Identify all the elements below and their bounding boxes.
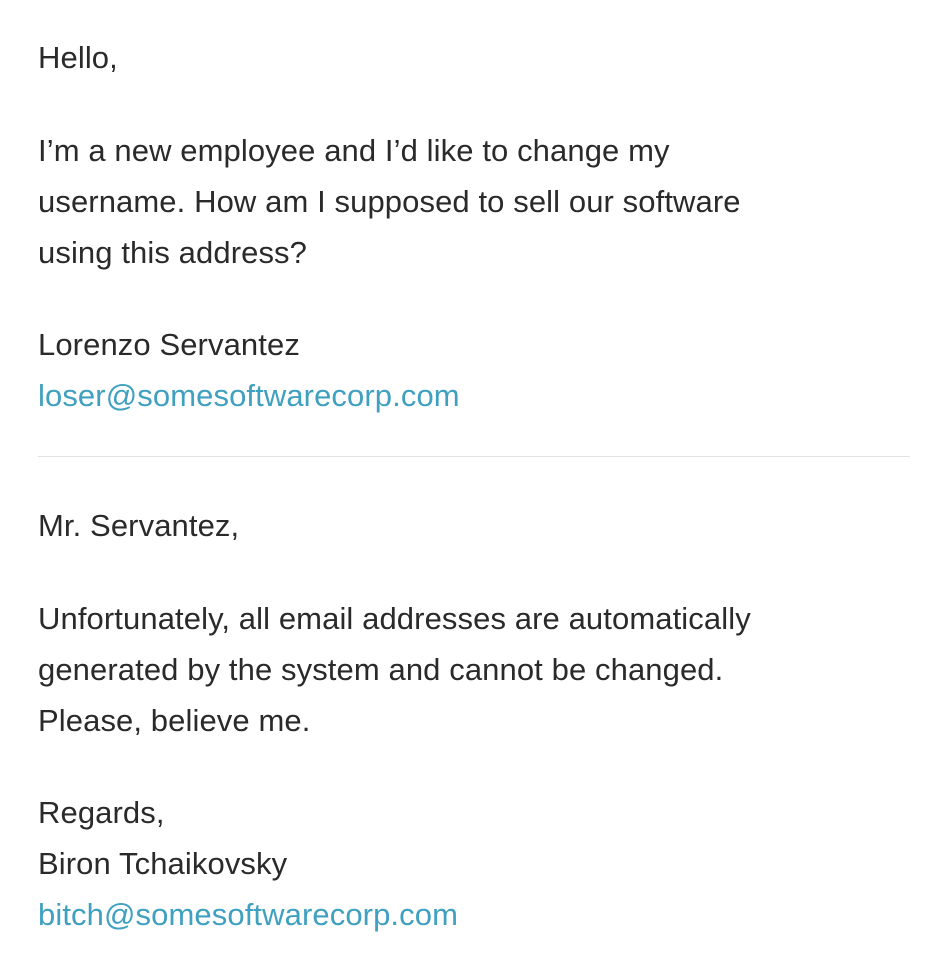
message-closing: Regards,	[38, 795, 165, 830]
message-body-line: generated by the system and cannot be changed.	[38, 652, 724, 687]
paragraph-spacer	[38, 551, 918, 593]
message-body-line: username. How am I supposed to sell our software	[38, 184, 741, 219]
message-body-line: Please, believe me.	[38, 703, 311, 738]
message-body	[38, 593, 918, 746]
message-signature	[38, 319, 918, 421]
message-divider	[38, 456, 910, 457]
paragraph-spacer	[38, 746, 918, 787]
message-body-line: using this address?	[38, 235, 308, 270]
sender-name: Lorenzo Servantez	[38, 327, 300, 362]
email-message-original	[38, 32, 918, 421]
sender-email-link[interactable]: loser@somesoftwarecorp.com	[38, 378, 460, 413]
sender-email-link[interactable]: bitch@somesoftwarecorp.com	[38, 897, 458, 932]
message-body-line: Unfortunately, all email addresses are automatically	[38, 601, 751, 636]
message-body-line: I’m a new employee and I’d like to change my	[38, 133, 670, 168]
email-message-reply	[38, 500, 918, 940]
paragraph-spacer	[38, 83, 918, 125]
sender-name: Biron Tchaikovsky	[38, 846, 288, 881]
message-greeting: Hello,	[38, 40, 118, 75]
message-greeting: Mr. Servantez,	[38, 508, 240, 543]
message-signature	[38, 787, 918, 940]
message-body	[38, 125, 918, 278]
paragraph-spacer	[38, 278, 918, 319]
